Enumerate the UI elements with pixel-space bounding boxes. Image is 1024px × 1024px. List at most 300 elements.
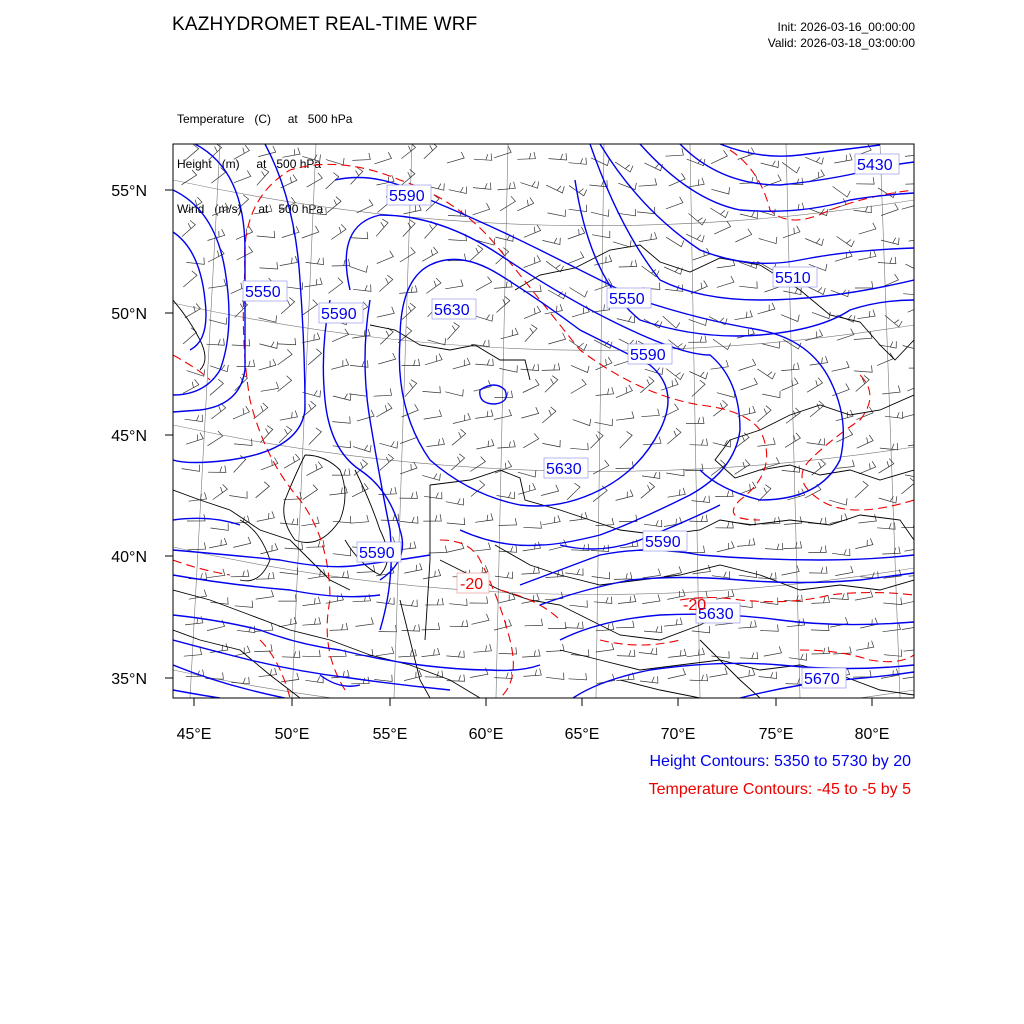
wind-barb (668, 649, 686, 658)
wind-barb (332, 329, 349, 342)
wind-barb (450, 620, 468, 627)
wind-barb (761, 161, 779, 168)
wind-barb (282, 226, 299, 237)
wind-barb (256, 572, 274, 579)
wind-barb (909, 232, 927, 242)
wind-barb (452, 429, 466, 445)
wind-barb (473, 183, 491, 190)
wind-barb (760, 598, 778, 605)
wind-barb (259, 668, 277, 677)
wind-barb (302, 650, 320, 657)
wind-barb (328, 278, 342, 294)
wind-barb (834, 153, 852, 163)
height-label: 5590 (630, 347, 666, 364)
wind-barb (618, 209, 636, 216)
wind-barb (254, 205, 272, 214)
wind-barb (567, 252, 584, 264)
graticule (173, 144, 914, 716)
wind-barb (881, 669, 899, 679)
wind-barb (278, 338, 296, 345)
wind-barb (213, 484, 228, 499)
wind-barb (497, 440, 515, 448)
wind-barb (903, 670, 921, 679)
wind-barb (524, 225, 541, 238)
wind-barb (499, 647, 517, 654)
wind-barb (402, 303, 415, 319)
wind-barb (692, 380, 705, 396)
wind-barb (231, 677, 249, 684)
height-label: 5630 (546, 461, 582, 478)
height-label: 5630 (698, 606, 734, 623)
wind-barb (517, 152, 535, 159)
wind-barb (738, 406, 756, 416)
wind-barb (260, 543, 277, 554)
wind-barb (303, 617, 321, 625)
height-contours (173, 144, 914, 698)
wind-barb (548, 622, 566, 629)
wind-barb (662, 404, 678, 418)
wind-barb (423, 569, 441, 579)
wind-barb (187, 514, 205, 521)
wind-barb (351, 515, 369, 523)
temp-label: -20 (683, 597, 707, 614)
wind-barb (208, 279, 226, 288)
wind-barb (855, 538, 873, 548)
wind-barb (570, 288, 588, 298)
wind-barb (691, 281, 708, 294)
wind-barb (542, 407, 556, 423)
wind-barb (595, 419, 613, 426)
wind-barb (494, 672, 512, 679)
wind-barb (523, 668, 541, 676)
wind-barb (548, 333, 565, 344)
wind-barb (758, 303, 775, 314)
wind-barb (182, 220, 195, 236)
wind-barb (904, 542, 922, 552)
wind-barb (548, 210, 566, 217)
wind-barb (380, 454, 394, 470)
wind-barb (567, 483, 580, 500)
height-label: 5590 (389, 188, 425, 205)
wind-barb (400, 516, 418, 523)
wind-barb (424, 410, 442, 419)
wind-barb (302, 226, 319, 238)
wind-barb (333, 394, 351, 401)
wind-barb (305, 676, 323, 683)
wind-barb (642, 472, 660, 479)
wind-barb (260, 262, 278, 269)
wind-barb (764, 646, 782, 656)
temperature-contours-legend: Temperature Contours: -45 to -5 by 5 (648, 781, 911, 798)
wind-barb (257, 231, 275, 238)
wind-barb (592, 572, 610, 579)
wind-barb (884, 650, 902, 657)
wind-barb (374, 152, 391, 164)
wind-barb (208, 466, 226, 473)
wind-barb (739, 281, 757, 288)
wind-barb (882, 386, 900, 395)
lat-label-40: 40°N (111, 549, 147, 566)
wind-barb (735, 229, 751, 242)
wind-barb (379, 275, 392, 291)
wind-barb (495, 391, 513, 398)
lon-label-55: 55°E (372, 726, 408, 743)
wind-barb (810, 401, 824, 417)
wind-barb (832, 549, 850, 556)
wind-barb (524, 255, 541, 267)
wind-barb (762, 391, 780, 398)
wind-barb (569, 205, 587, 212)
wind-barb (374, 675, 392, 682)
wind-barb (303, 300, 318, 315)
wind-barb (261, 458, 278, 470)
wind-barb (711, 187, 729, 194)
wind-barb (855, 590, 873, 600)
wind-barb (470, 596, 488, 603)
wind-barb (616, 621, 634, 628)
wind-barb (257, 511, 275, 521)
wind-barb (618, 595, 636, 604)
wind-barb (666, 369, 684, 380)
wind-barb (423, 386, 441, 393)
wind-barb (401, 143, 415, 159)
wind-barb (447, 152, 464, 163)
wind-barb (303, 485, 318, 500)
wind-barb (278, 376, 292, 392)
wind-barb (593, 460, 609, 474)
wind-barb (644, 520, 662, 527)
wind-barb (523, 285, 541, 292)
wind-barb (426, 278, 441, 293)
wind-barb (857, 310, 875, 319)
wind-barb (614, 572, 632, 579)
wind-barb (740, 652, 758, 659)
wind-barb (185, 144, 199, 160)
wind-barb (353, 594, 371, 602)
wind-barb (596, 387, 614, 395)
wind-barb (592, 231, 610, 238)
wind-barb (908, 437, 926, 446)
wind-barb (549, 153, 567, 160)
wind-barb (740, 211, 758, 218)
wind-barb (571, 365, 589, 372)
wind-barb (620, 431, 633, 448)
wind-barb (837, 236, 855, 246)
wind-barb (759, 672, 777, 679)
lat-label-35: 35°N (111, 671, 147, 688)
lat-label-50: 50°N (111, 306, 147, 323)
wind-barb (470, 245, 483, 261)
wind-barb (522, 649, 540, 657)
wind-barb (808, 546, 826, 553)
wind-barb (885, 412, 903, 419)
wind-barb (687, 178, 705, 188)
wind-barb (352, 153, 370, 161)
wind-barb (591, 210, 609, 217)
wind-barb (717, 391, 735, 398)
wind-barb (902, 198, 919, 209)
wind-barb (495, 572, 513, 579)
valid-time: Valid: 2026-03-18_03:00:00 (767, 36, 915, 50)
wind-barb (260, 342, 278, 349)
wind-barb (908, 299, 925, 312)
wind-barb (327, 197, 341, 213)
wind-barb (782, 378, 799, 391)
wind-barb (256, 482, 270, 498)
wind-barb (525, 619, 543, 626)
wind-barb (356, 618, 374, 627)
wind-barb (333, 516, 351, 523)
wind-barb (378, 487, 396, 495)
wind-barb (809, 566, 827, 573)
wind-barb (807, 286, 825, 294)
wind-barb (447, 518, 465, 525)
wind-barb (830, 617, 848, 627)
wind-barb (594, 597, 612, 604)
wind-barb (234, 439, 252, 446)
wind-barb (546, 673, 564, 680)
wind-barb (833, 186, 851, 197)
wind-barb (306, 462, 322, 476)
wind-barb (835, 250, 852, 261)
wind-barb (453, 358, 470, 369)
wind-barb (282, 651, 300, 658)
wind-barb (278, 350, 293, 365)
wind-barb (786, 678, 804, 685)
wind-barb (570, 443, 588, 450)
wind-barb (877, 353, 894, 366)
wind-barb (494, 146, 511, 158)
wind-barb (617, 650, 635, 657)
height-label: 5590 (645, 534, 681, 551)
wind-barb (284, 454, 300, 468)
wind-barb (613, 240, 631, 247)
wind-barb (617, 316, 635, 323)
wind-barb (570, 600, 588, 607)
wind-barb (427, 438, 445, 447)
wind-barb (713, 339, 731, 350)
wind-barb (712, 571, 730, 578)
wind-barb (278, 594, 296, 601)
wind-barb (353, 285, 371, 292)
wind-barb (907, 378, 923, 391)
wind-barb (855, 281, 873, 288)
wind-barb (378, 353, 395, 364)
height-label: 5590 (359, 545, 395, 562)
wind-barb (882, 547, 900, 554)
wind-barb (282, 148, 300, 158)
wind-barb (446, 651, 464, 658)
wind-barb (663, 316, 680, 328)
wind-barb (616, 461, 634, 468)
wind-barb (376, 647, 394, 656)
wind-barb (474, 154, 492, 161)
wind-barb (400, 247, 415, 262)
field-temperature: Temperature (C) at 500 hPa (177, 112, 353, 126)
wind-barb (543, 515, 561, 525)
wind-barb (521, 181, 539, 188)
wind-barb (687, 648, 705, 657)
wind-barb (380, 328, 393, 345)
wind-barb (902, 407, 919, 418)
wind-barb (309, 428, 322, 445)
height-label: 5630 (434, 302, 470, 319)
wind-barb (453, 413, 471, 424)
wind-barb (518, 483, 535, 494)
wind-barb (188, 542, 206, 550)
wind-barb (860, 618, 878, 628)
wind-barb (523, 434, 539, 448)
wind-barb (668, 668, 686, 678)
wind-barb (280, 256, 298, 266)
wind-barb (331, 359, 349, 370)
height-label: 5550 (245, 284, 281, 301)
wind-barb (424, 492, 442, 499)
wind-barb (664, 618, 682, 626)
wind-barb (233, 537, 251, 548)
wind-barb (807, 378, 822, 393)
wind-barb (738, 620, 756, 628)
lon-label-75: 75°E (758, 726, 794, 743)
wind-barb (429, 546, 447, 553)
wind-barb (854, 365, 872, 372)
wind-barb (308, 349, 322, 365)
wind-barb (664, 517, 682, 526)
wind-barb (326, 158, 344, 165)
wind-barb (591, 432, 604, 449)
wind-barb (234, 145, 250, 159)
wind-barb (402, 359, 420, 366)
wind-barb (185, 415, 203, 422)
wind-barb (757, 438, 775, 447)
wind-barb (811, 624, 829, 631)
wind-barb (565, 622, 583, 629)
wind-barb (807, 438, 825, 445)
wind-barb (497, 492, 515, 499)
wind-barb (878, 257, 896, 264)
wind-barb (524, 306, 541, 319)
wind-barb (666, 237, 684, 247)
wind-barb (376, 219, 388, 236)
wind-barb (523, 379, 539, 392)
wind-barb (494, 619, 511, 630)
height-label: 5430 (857, 157, 893, 174)
wind-barb (737, 668, 755, 678)
wind-barb (333, 549, 351, 556)
lon-label-70: 70°E (660, 726, 696, 743)
wind-barb (473, 543, 491, 552)
wind-barb (546, 185, 564, 193)
wind-barb (810, 356, 828, 365)
wind-barb (782, 162, 800, 173)
wind-barb (475, 410, 493, 419)
wind-barb (853, 670, 871, 677)
wind-barb (255, 623, 273, 631)
wind-barb (710, 668, 728, 678)
wind-barb (644, 626, 662, 633)
wind-barb (497, 182, 515, 190)
wind-barb (689, 319, 707, 326)
wind-barb (475, 359, 493, 366)
wind-barb (501, 328, 518, 339)
wind-barb (901, 521, 919, 528)
wind-barb (541, 485, 559, 496)
wind-barb (405, 380, 417, 397)
wind-barb (523, 521, 541, 528)
wind-barb (665, 148, 683, 156)
wind-barb (591, 158, 609, 166)
wind-barb (877, 522, 895, 529)
wind-barb (212, 203, 229, 216)
wind-barb (829, 498, 847, 505)
height-label: 5510 (775, 270, 811, 287)
wind-barb (569, 158, 587, 165)
wind-barb (859, 223, 876, 234)
wind-barb (760, 624, 778, 631)
wind-barb (619, 260, 637, 267)
wind-barb (402, 624, 420, 631)
wind-barb (210, 379, 224, 395)
wind-barb (474, 644, 492, 652)
wind-barb (376, 403, 392, 417)
wind-barb (306, 258, 324, 265)
wind-barb (351, 168, 363, 185)
wind-barb (302, 155, 320, 162)
lon-label-80: 80°E (854, 726, 890, 743)
map-title: KAZHYDROMET REAL-TIME WRF (172, 14, 478, 35)
height-label: 5670 (804, 671, 840, 688)
wind-barb (785, 433, 800, 448)
wind-barb (279, 426, 292, 443)
wind-barb (782, 465, 800, 472)
wind-barb (643, 569, 661, 578)
wind-barb (640, 377, 654, 393)
wind-barb (783, 226, 800, 238)
wind-barb (402, 404, 419, 417)
wind-barb (424, 142, 437, 159)
wind-barb (380, 441, 398, 448)
wind-barb (231, 570, 249, 577)
wind-barb (425, 354, 442, 365)
wind-barb (349, 266, 367, 273)
wind-barb (641, 409, 659, 417)
wind-barb (234, 170, 251, 182)
wind-barb (186, 433, 203, 445)
wind-barb (857, 435, 873, 448)
wind-barb (642, 595, 660, 604)
wind-barb (805, 157, 823, 164)
wind-barb (616, 490, 633, 501)
wind-barb (711, 150, 727, 163)
wind-barb (686, 234, 704, 242)
wind-barb (303, 597, 321, 606)
wind-barb (518, 470, 536, 477)
wind-barb (903, 288, 921, 295)
wind-barb (881, 204, 898, 216)
wind-barb (901, 478, 915, 494)
lon-label-65: 65°E (564, 726, 600, 743)
wind-barb (667, 428, 681, 444)
wind-barb (232, 339, 250, 346)
lon-label-45: 45°E (176, 726, 212, 743)
wind-barb (500, 196, 515, 211)
wind-barb (446, 498, 464, 505)
wind-barb (880, 443, 898, 450)
lat-label-55: 55°N (111, 183, 147, 200)
height-contours-legend: Height Contours: 5350 to 5730 by 20 (649, 753, 911, 770)
wind-barb (640, 676, 658, 683)
wind-barb (353, 445, 371, 452)
